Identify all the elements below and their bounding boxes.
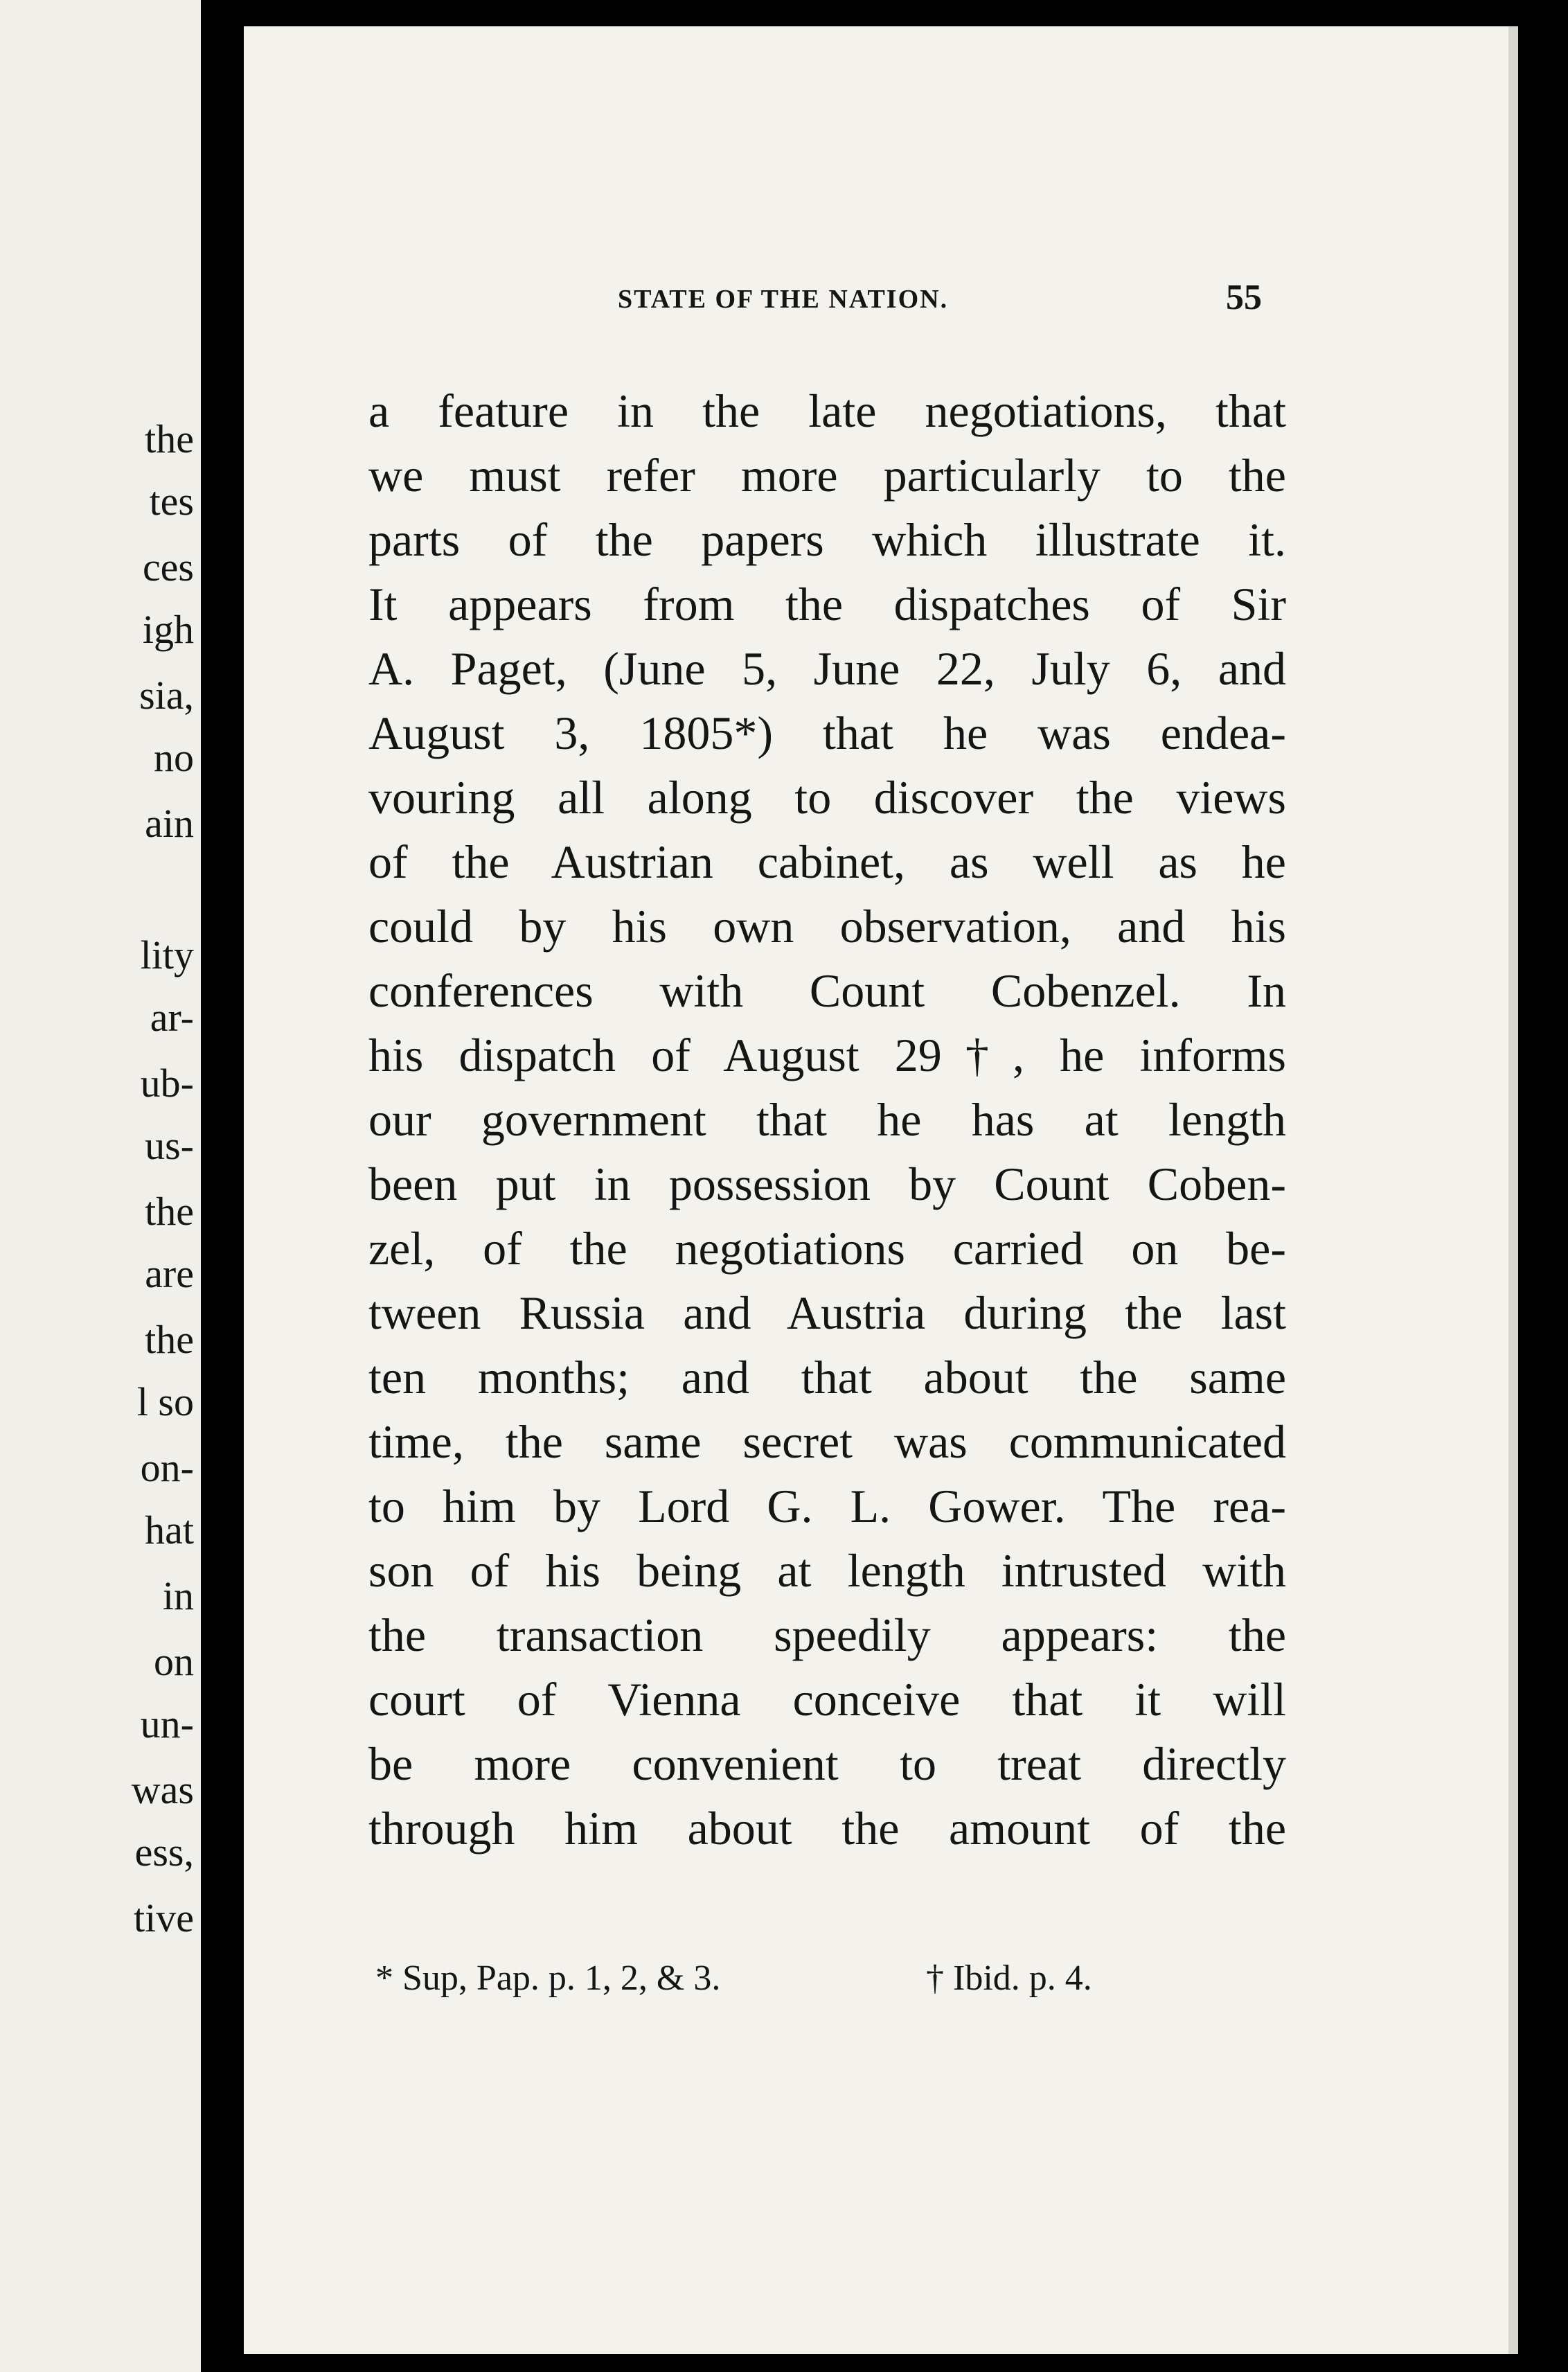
left-fragment: sia, [139,673,194,718]
left-fragment: the [145,416,194,461]
left-fragment: the [145,1317,194,1362]
footnote-1: * Sup, Pap. p. 1, 2, & 3. [375,1958,721,1998]
body-line: court of Vienna conceive that it will [368,1673,1286,1726]
left-fragment: are [145,1251,194,1296]
running-head: STATE OF THE NATION. [618,285,949,314]
body-line: to him by Lord G. L. Gower. The rea- [368,1480,1286,1532]
body-line: be more convenient to treat directly [368,1737,1286,1790]
left-fragment: on- [140,1445,194,1490]
body-line: could by his own observation, and his [368,900,1286,953]
body-line: It appears from the dispatches of Sir [368,578,1286,630]
body-line: through him about the amount of the [368,1802,1286,1855]
body-line: we must refer more particularly to the [368,449,1286,502]
body-line: been put in possession by Count Coben- [368,1158,1286,1210]
body-line: conferences with Count Cobenzel. In [368,964,1286,1017]
body-line: a feature in the late negotiations, that [368,384,1286,437]
body-line: time, the same secret was communicated [368,1415,1286,1468]
page-number: 55 [1226,278,1262,317]
left-fragment: the [145,1189,194,1234]
body-line: our government that he has at length [368,1093,1286,1146]
left-fragment: was [131,1767,194,1812]
left-fragment: l so [136,1379,194,1424]
body-line: vouring all along to discover the views [368,771,1286,824]
left-fragment: tes [149,479,194,524]
left-fragment: ar- [150,995,194,1040]
body-line: parts of the papers which illustrate it. [368,513,1286,566]
body-line: zel, of the negotiations carried on be- [368,1222,1286,1275]
left-fragment: ain [145,801,194,846]
body-line: ten months; and that about the same [368,1351,1286,1404]
body-line: of the Austrian cabinet, as well as he [368,835,1286,888]
body-line: his dispatch of August 29†, he informs [368,1029,1286,1081]
left-fragment: no [154,735,194,780]
left-fragment: ub- [140,1061,194,1106]
page-edge [1508,26,1518,2354]
left-fragment: lity [140,932,194,977]
left-fragment: hat [145,1507,194,1552]
left-fragment: us- [145,1123,194,1168]
body-line: the transaction speedily appears: the [368,1609,1286,1661]
left-fragment: on [154,1639,194,1684]
left-fragment: tive [134,1895,194,1940]
previous-page-edge [0,0,201,2372]
left-fragment: un- [140,1701,194,1746]
left-fragment: igh [142,607,194,652]
body-line: A. Paget, (June 5, June 22, July 6, and [368,642,1286,695]
left-fragment: ess, [134,1830,194,1875]
body-line: August 3, 1805*) that he was endea- [368,707,1286,759]
footnote-2: † Ibid. p. 4. [926,1958,1092,1998]
book-page [244,26,1518,2354]
body-line: son of his being at length intrusted with [368,1544,1286,1597]
left-fragment: ces [142,545,194,590]
left-fragment: in [162,1573,194,1618]
body-line: tween Russia and Austria during the last [368,1286,1286,1339]
